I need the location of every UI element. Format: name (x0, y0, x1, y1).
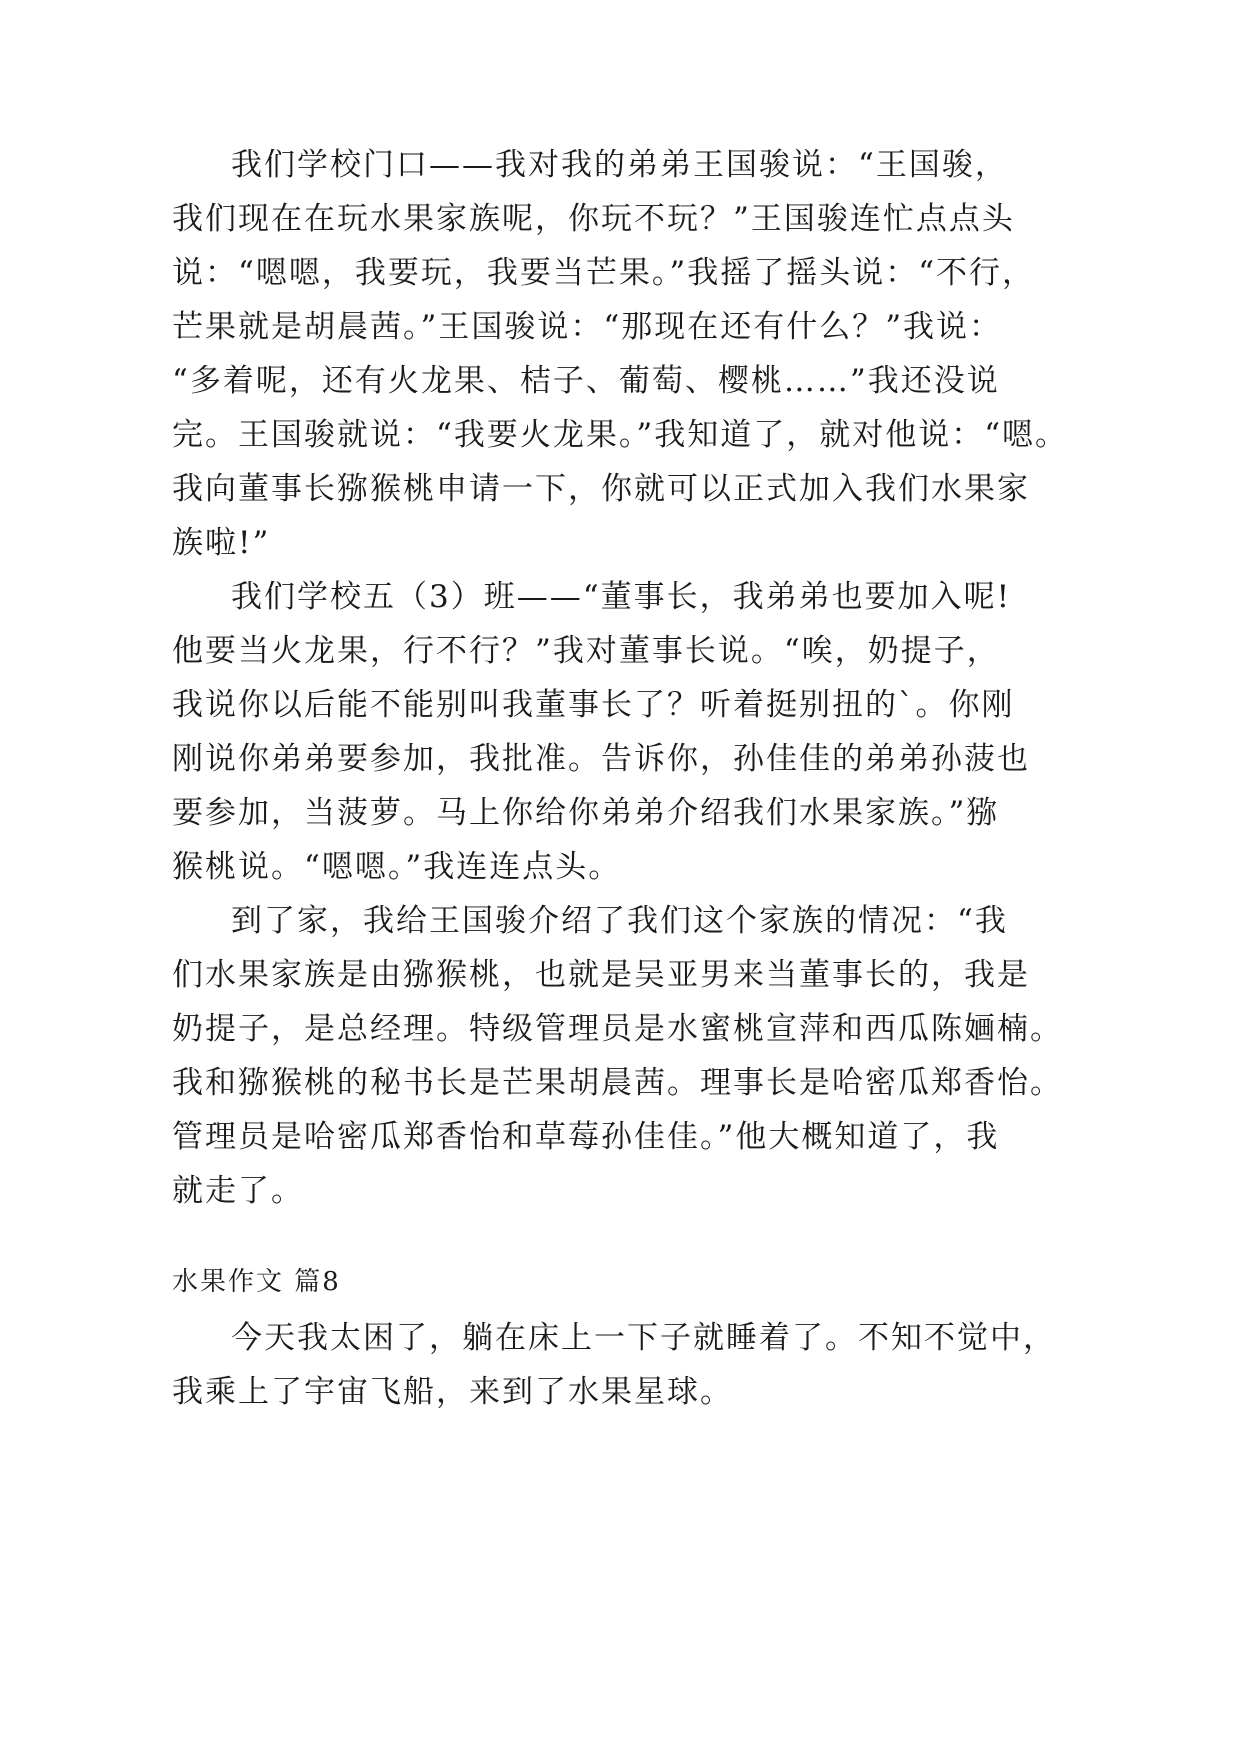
paragraph-line: 到了家，我给王国骏介绍了我们这个家族的情况：“我 (231, 903, 1008, 939)
paragraph-line: 我们现在在玩水果家族呢，你玩不玩？”王国骏连忙点点头 (172, 201, 1015, 237)
paragraph-line: 芒果就是胡晨茜。”王国骏说：“那现在还有什么？”我说： (172, 309, 1003, 345)
paragraph-line: 我和猕猴桃的秘书长是芒果胡晨茜。理事长是哈密瓜郑香怡。 (172, 1065, 1063, 1101)
paragraph-line: 管理员是哈密瓜郑香怡和草莓孙佳佳。”他大概知道了，我 (172, 1119, 1000, 1155)
paragraph-line: 我说你以后能不能别叫我董事长了？听着挺别扭的`。你刚 (172, 687, 1015, 723)
paragraph-line: 猴桃说。“嗯嗯。”我连连点头。 (172, 849, 622, 885)
paragraph-line: 奶提子，是总经理。特级管理员是水蜜桃宣萍和西瓜陈婳楠。 (172, 1011, 1063, 1047)
paragraph-line: 他要当火龙果，行不行？”我对董事长说。“唉，奶提子， (172, 633, 1000, 669)
paragraph-line: 今天我太困了，躺在床上一下子就睡着了。不知不觉中， (231, 1320, 1056, 1356)
paragraph-line: 们水果家族是由猕猴桃，也就是吴亚男来当董事长的，我是 (172, 957, 1030, 993)
paragraph-line: 刚说你弟弟要参加，我批准。告诉你，孙佳佳的弟弟孙菠也 (172, 741, 1030, 777)
paragraph-line: 我们学校五（3）班——“董事长，我弟弟也要加入呢! (231, 579, 1012, 615)
paragraph-line: 要参加，当菠萝。马上你给你弟弟介绍我们水果家族。”猕 (172, 795, 1000, 831)
paragraph-line: 完。王国骏就说：“我要火龙果。”我知道了，就对他说：“嗯。 (172, 417, 1069, 453)
paragraph-line: “多着呢，还有火龙果、桔子、葡萄、樱桃……”我还没说 (172, 363, 1000, 399)
paragraph-line: 说：“嗯嗯，我要玩，我要当芒果。”我摇了摇头说：“不行， (172, 255, 1036, 291)
paragraph-line: 我向董事长猕猴桃申请一下，你就可以正式加入我们水果家 (172, 471, 1030, 507)
paragraph-line: 就走了。 (172, 1173, 304, 1209)
paragraph-line: 我们学校门口——我对我的弟弟王国骏说：“王国骏， (231, 147, 1008, 183)
paragraph-line: 我乘上了宇宙飞船，来到了水果星球。 (172, 1374, 733, 1410)
paragraph-line: 族啦!” (172, 525, 271, 561)
section-title: 水果作文 篇8 (172, 1267, 341, 1297)
